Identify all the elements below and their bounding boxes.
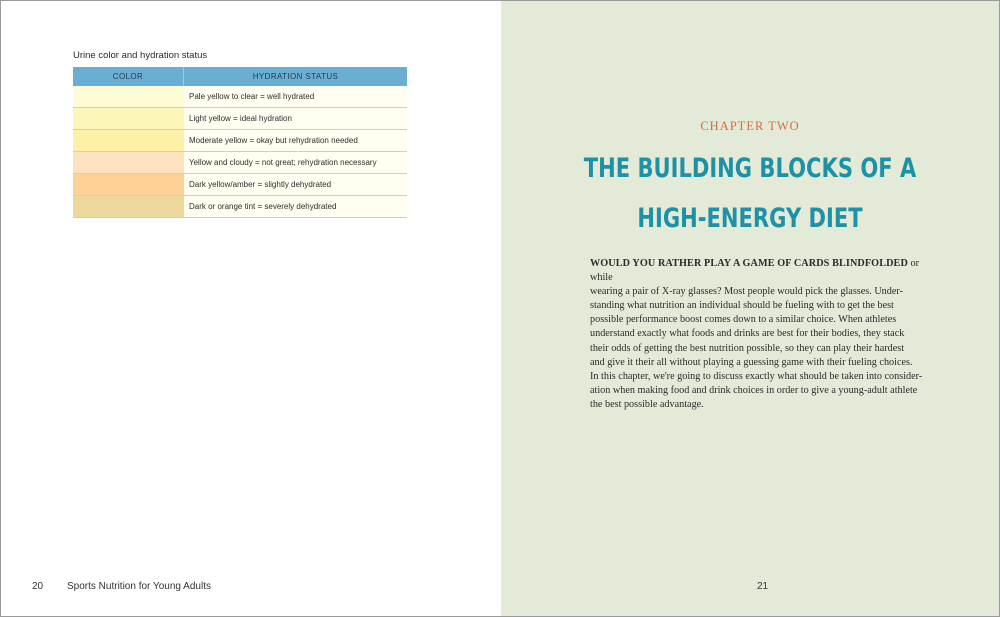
color-swatch (73, 130, 184, 151)
body-line: standing what nutrition an individual should be fueling with to get the best (590, 300, 894, 312)
hydration-status-cell: Light yellow = ideal hydration (184, 108, 407, 129)
lead-in-text: WOULD YOU RATHER PLAY A GAME OF CARDS BLINDFOLDED (590, 258, 908, 269)
chapter-title (556, 144, 944, 244)
body-line: and give it their all without playing a guessing game with their fueling choices. (590, 356, 913, 368)
body-line: or while (590, 258, 919, 284)
chapter-label: CHAPTER TWO (700, 119, 800, 133)
page-number-left: 20 (32, 581, 44, 592)
hydration-status-cell: Pale yellow to clear = well hydrated (184, 86, 407, 107)
chapter-title-line-1: THE BUILDING BLOCKS OF A (583, 153, 917, 184)
color-swatch (73, 152, 184, 173)
body-line: wearing a pair of X-ray glasses? Most people would pick the glasses. Under- (590, 286, 903, 298)
body-text-lines (590, 258, 922, 410)
body-line: ation when making food and drink choices in order to give a young-adult athlete (590, 384, 918, 396)
table-row (73, 108, 407, 130)
table-row (73, 130, 407, 152)
table-header-row (73, 67, 407, 86)
table-row (73, 196, 407, 218)
table-body (73, 86, 407, 218)
hydration-table (73, 67, 407, 218)
color-swatch (73, 86, 184, 107)
column-header-status: HYDRATION STATUS (252, 72, 339, 81)
color-swatch (73, 196, 184, 217)
chapter-title-line-2: HIGH-ENERGY DIET (637, 203, 863, 234)
table-row (73, 174, 407, 196)
right-page (501, 1, 999, 616)
body-line: their odds of getting the best nutrition possible, so they can play their hardest (590, 342, 905, 354)
hydration-status-cell: Dark or orange tint = severely dehydrated (184, 196, 407, 217)
body-line: In this chapter, we're going to discuss exactly what should be taken into consider- (590, 370, 923, 382)
body-line: the best possible advantage. (590, 398, 704, 410)
table-caption: Urine color and hydration status (73, 50, 208, 61)
body-line: understand exactly what foods and drinks are best for their bodies, they stack (590, 328, 905, 340)
table-row (73, 86, 407, 108)
hydration-status-cell: Moderate yellow = okay but rehydration needed (184, 130, 407, 151)
left-page (1, 1, 501, 616)
color-swatch (73, 108, 184, 129)
color-swatch (73, 174, 184, 195)
hydration-status-cell: Dark yellow/amber = slightly dehydrated (184, 174, 407, 195)
column-header-color: COLOR (73, 67, 184, 86)
table-row (73, 152, 407, 174)
hydration-status-cell: Yellow and cloudy = not great; rehydration necessary (184, 152, 407, 173)
body-line: possible performance boost comes down to a similar choice. When athletes (590, 314, 897, 326)
body-paragraph (590, 257, 942, 412)
running-title: Sports Nutrition for Young Adults (67, 581, 211, 592)
page-number-right: 21 (757, 581, 769, 592)
